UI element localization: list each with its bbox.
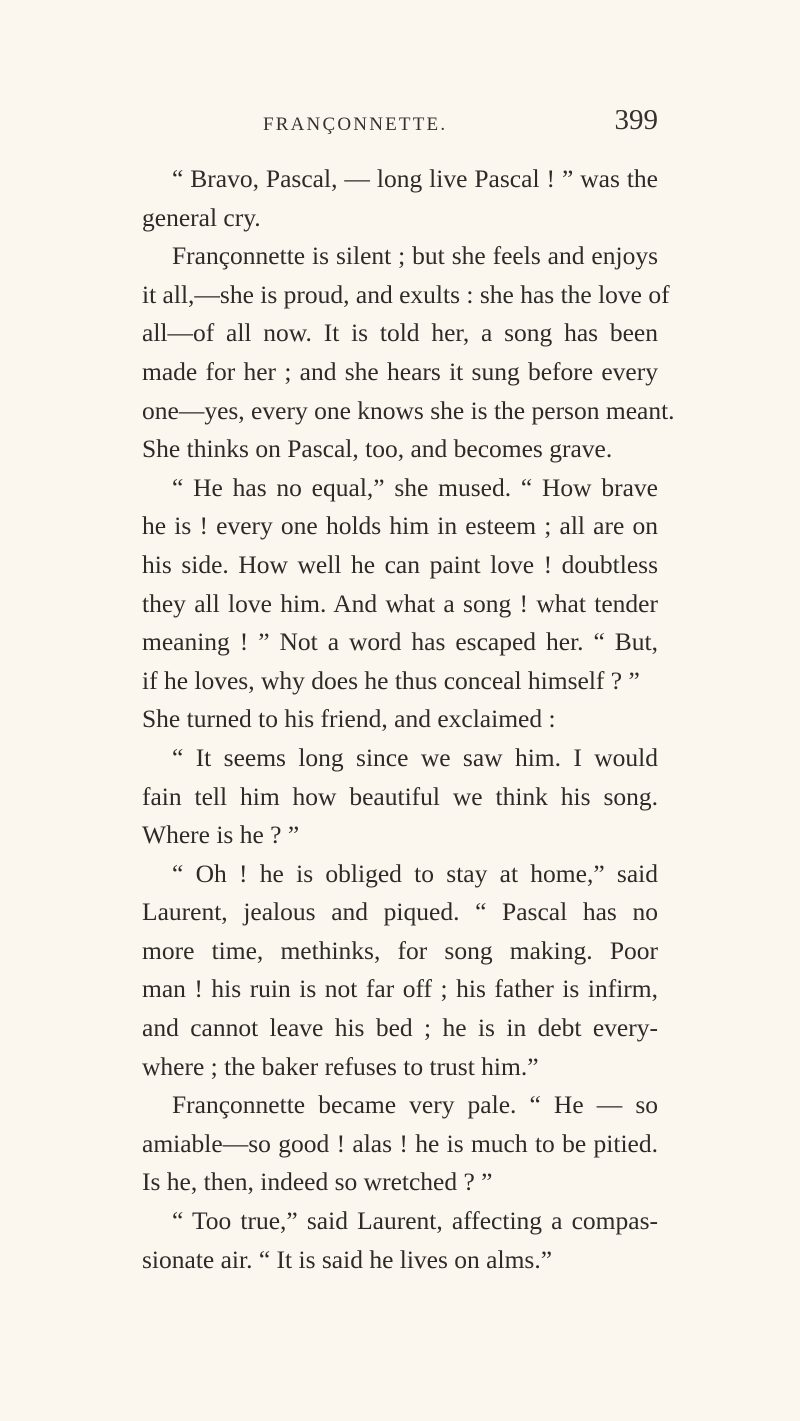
- text-line: She thinks on Pascal, too, and becomes grave.: [142, 434, 613, 464]
- text-line: Is he, then, indeed so wretched ? ”: [142, 1167, 493, 1197]
- text-line: made for her ; and she hears it sung before every: [142, 356, 658, 386]
- running-title: FRANÇONNETTE.: [263, 114, 448, 135]
- text-line: amiable—so good ! alas ! he is much to be pitied.: [142, 1128, 658, 1158]
- text-line: they all love him. And what a song ! what tender: [142, 588, 658, 618]
- text-line: it all,—she is proud, and exults : she has the love of: [142, 279, 670, 309]
- text-line: “ It seems long since we saw him. I would: [172, 742, 658, 772]
- text-line: more time, methinks, for song making. Poor: [142, 935, 658, 965]
- text-line: “ Oh ! he is obliged to stay at home,” said: [172, 858, 658, 888]
- text-line: “ Bravo, Pascal, — long live Pascal ! ” was the: [172, 164, 658, 193]
- text-line: She turned to his friend, and exclaimed :: [142, 704, 556, 734]
- text-line: one—yes, every one knows she is the person meant.: [142, 395, 675, 425]
- text-line: “ Too true,” said Laurent, affecting a compas-: [172, 1206, 658, 1236]
- text-line: all—of all now. It is told her, a song has been: [142, 318, 658, 348]
- text-line: his side. How well he can paint love ! doubtless: [142, 549, 658, 579]
- running-head: [0, 100, 800, 140]
- text-line: man ! his ruin is not far off ; his father is infirm,: [142, 974, 658, 1004]
- body-text: [142, 160, 675, 1279]
- text-line: fain tell him how beautiful we think his song.: [142, 781, 658, 811]
- text-line: Françonnette is silent ; but she feels and enjoys: [172, 241, 658, 271]
- text-line: general cry.: [142, 202, 261, 232]
- text-line: Laurent, jealous and piqued. “ Pascal has no: [142, 897, 658, 927]
- text-line: he is ! every one holds him in esteem ; all are on: [142, 511, 658, 541]
- text-line: sionate air. “ It is said he lives on alms.”: [142, 1244, 553, 1274]
- text-line: where ; the baker refuses to trust him.”: [142, 1051, 539, 1081]
- text-line: Where is he ? ”: [142, 820, 300, 850]
- text-line: if he loves, why does he thus conceal himself ? ”: [142, 665, 640, 695]
- text-line: “ He has no equal,” she mused. “ How brave: [172, 472, 658, 502]
- text-line: Françonnette became very pale. “ He — so: [172, 1090, 658, 1120]
- text-line: and cannot leave his bed ; he is in debt every-: [142, 1013, 658, 1043]
- page-number: 399: [614, 104, 658, 136]
- text-line: meaning ! ” Not a word has escaped her. “ But,: [142, 627, 658, 657]
